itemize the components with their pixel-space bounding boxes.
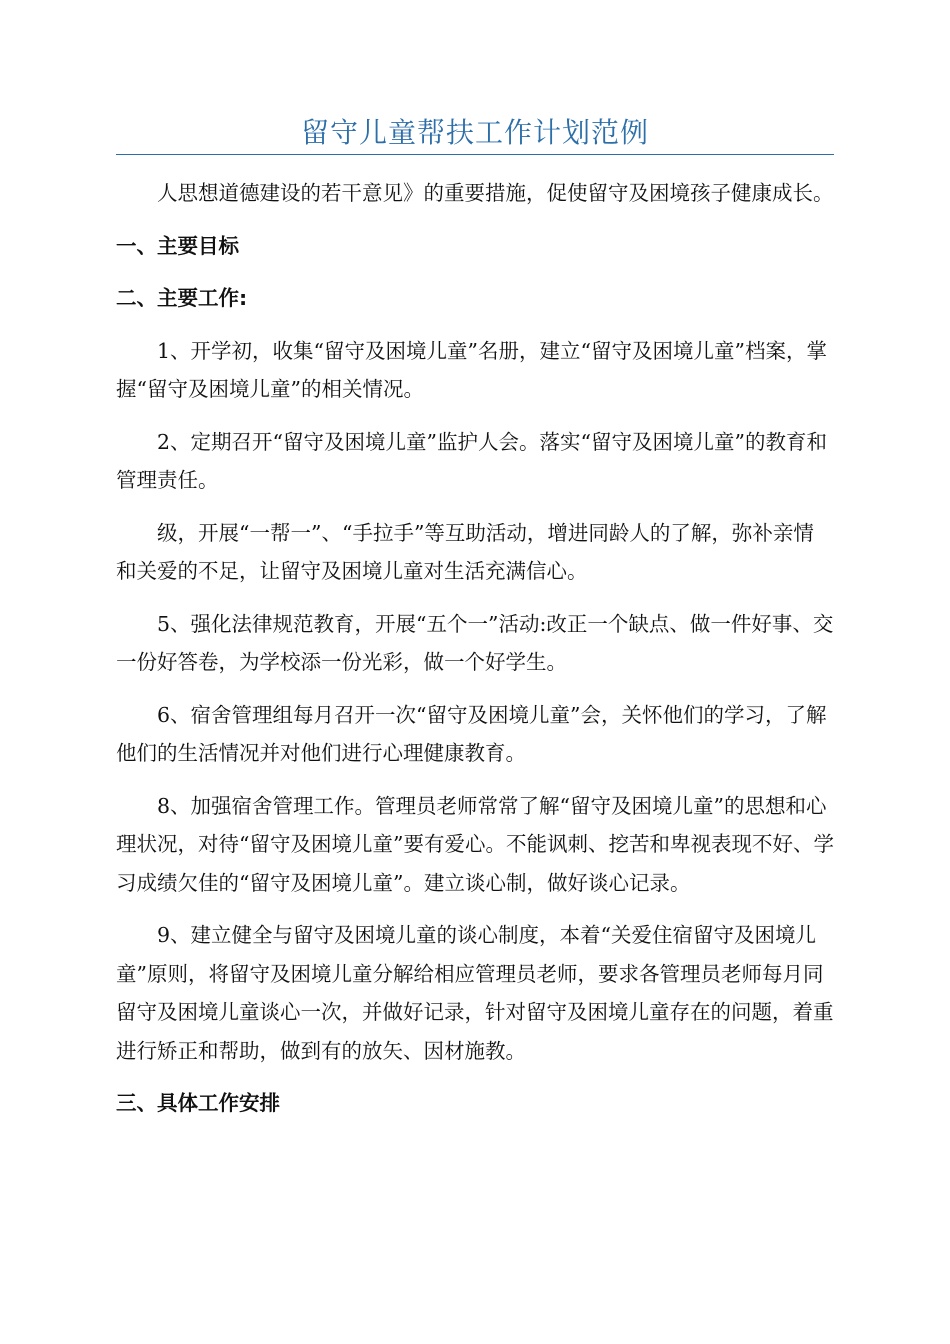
work-item-9: 9、建立健全与留守及困境儿童的谈心制度，本着“关爱住宿留守及困境儿童”原则，将留守及困境儿童分解给相应管理员老师，要求各管理员老师每月同留守及困境儿童谈心一次，并做好记录，针对留守及困境儿童存在的问题，着重进行矫正和帮助，做到有的放矢、因材施教。 [116, 923, 834, 1063]
document-title: 留守儿童帮扶工作计划范例 [300, 116, 649, 149]
work-item-5: 5、强化法律规范教育，开展“五个一”活动:改正一个缺点、做一件好事、交一份好答卷，为学校添一份光彩，做一个好学生。 [116, 611, 834, 674]
section-heading-work: 二、主要工作: [116, 286, 248, 310]
work-item-3: 级，开展“一帮一”、“手拉手”等互助活动，增进同龄人的了解，弥补亲情和关爱的不足，让留守及困境儿童对生活充满信心。 [116, 520, 814, 583]
intro-paragraph: 人思想道德建设的若干意见》的重要措施，促使留守及困境孩子健康成长。 [157, 181, 834, 205]
work-item-2: 2、定期召开“留守及困境儿童”监护人会。落实“留守及困境儿童”的教育和管理责任。 [116, 429, 827, 492]
work-item-6: 6、宿舍管理组每月召开一次“留守及困境儿童”会，关怀他们的学习，了解他们的生活情况并对他们进行心理健康教育。 [116, 702, 827, 765]
work-item-1: 1、开学初，收集“留守及困境儿童”名册，建立“留守及困境儿童”档案，掌握“留守及困境儿童”的相关情况。 [116, 338, 827, 401]
work-item-8: 8、加强宿舍管理工作。管理员老师常常了解“留守及困境儿童”的思想和心理状况，对待“留守及困境儿童”要有爱心。不能讽刺、挖苦和卑视表现不好、学习成绩欠佳的“留守及困境儿童”。建立谈心制，做好谈心记录。 [116, 793, 834, 895]
document-body [116, 174, 834, 1123]
title-underline [116, 154, 834, 155]
section-heading-goals: 一、主要目标 [116, 233, 239, 258]
section-heading-schedule: 三、具体工作安排 [116, 1091, 280, 1115]
